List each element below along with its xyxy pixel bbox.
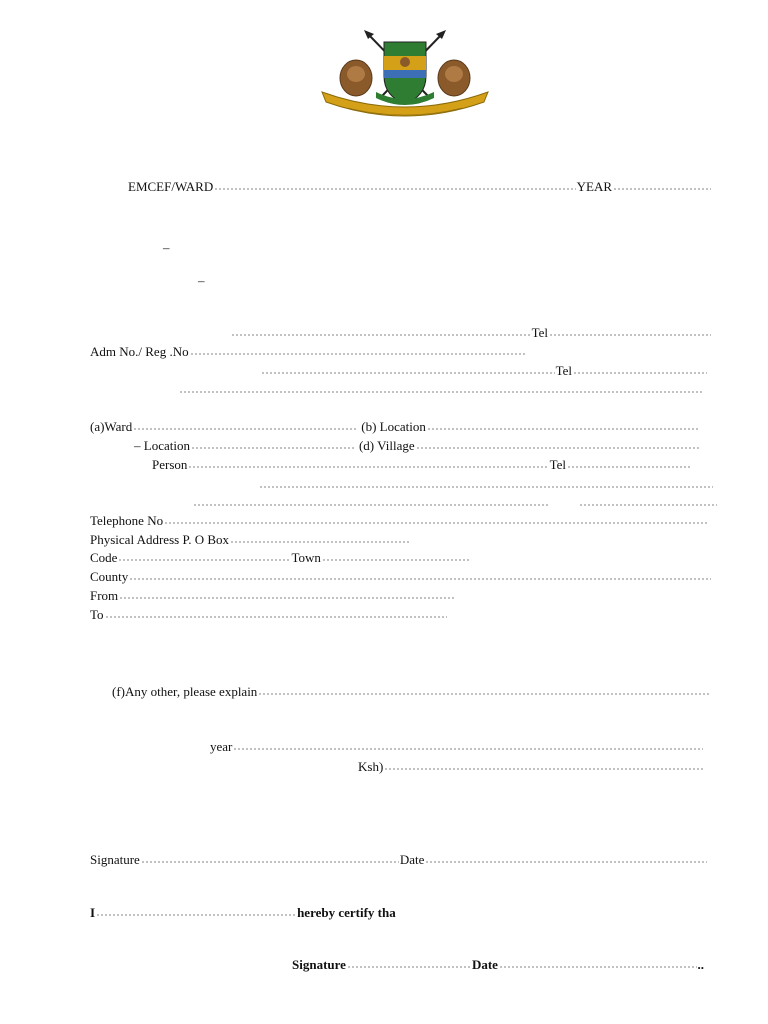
- county-crest-logo: [318, 26, 492, 118]
- blank-field-1[interactable]: [179, 390, 703, 394]
- adm-no-label: Adm No./ Reg .No: [90, 344, 189, 359]
- location-c-label: – Location: [134, 438, 190, 453]
- dash-mark-2: –: [198, 273, 205, 288]
- village-field[interactable]: [416, 446, 699, 450]
- telephone-field[interactable]: [164, 521, 707, 525]
- location-b-label: (b) Location: [361, 419, 426, 434]
- location-village-line: [134, 437, 700, 454]
- blank-line-2: [258, 476, 714, 493]
- adm-no-field[interactable]: [190, 352, 527, 356]
- tel-field-2[interactable]: [573, 371, 707, 375]
- tel-label-2: Tel: [555, 363, 572, 378]
- ksh-line: [358, 758, 704, 775]
- signature-label-2: Signature: [292, 957, 346, 972]
- blank-line-4: [578, 494, 718, 511]
- any-other-field[interactable]: [258, 692, 711, 696]
- code-town-line: [90, 549, 470, 566]
- person-field[interactable]: [188, 465, 548, 469]
- date-field[interactable]: [425, 860, 707, 864]
- signature-field-2[interactable]: [347, 965, 471, 969]
- emcef-ward-field[interactable]: [214, 187, 575, 191]
- year-line: [210, 738, 704, 755]
- telephone-label: Telephone No: [90, 513, 164, 528]
- signature-label: Signature: [90, 852, 140, 867]
- location-c-field[interactable]: [191, 446, 355, 450]
- physical-address-line: [90, 531, 412, 548]
- ward-label: (a)Ward: [90, 419, 133, 434]
- date-label: Date: [399, 852, 425, 867]
- from-label: From: [90, 588, 119, 603]
- county-label: County: [90, 569, 129, 584]
- ward-field[interactable]: [133, 427, 357, 431]
- any-other-label: (f)Any other, please explain: [112, 684, 258, 699]
- signature-date-line: [90, 851, 708, 868]
- any-other-line: [112, 683, 712, 700]
- to-line: [90, 606, 448, 623]
- year-label: YEAR: [576, 179, 612, 194]
- blank-line-3: [192, 494, 550, 511]
- town-label: Town: [291, 550, 321, 565]
- certify-prefix: I: [90, 905, 96, 920]
- emcef-ward-line: [128, 178, 712, 195]
- tel-label-3: Tel: [549, 457, 566, 472]
- year-field[interactable]: [613, 187, 711, 191]
- year-entry-field[interactable]: [233, 747, 703, 751]
- year-field-label: year: [210, 739, 233, 754]
- ksh-field[interactable]: [384, 767, 703, 771]
- ward-location-line: [90, 418, 700, 435]
- signature-field[interactable]: [141, 860, 399, 864]
- telephone-line: [90, 512, 708, 529]
- to-field[interactable]: [105, 615, 447, 619]
- ksh-label: Ksh): [358, 759, 384, 774]
- blank-field-4[interactable]: [579, 503, 717, 507]
- county-line: [90, 568, 712, 585]
- physical-address-label: Physical Address P. O Box: [90, 532, 230, 547]
- county-field[interactable]: [129, 577, 711, 581]
- name-field-1[interactable]: [231, 333, 531, 337]
- dash-mark-1: –: [163, 240, 170, 255]
- tel-line-1: [230, 324, 712, 341]
- tel-field-1[interactable]: [549, 333, 711, 337]
- code-label: Code: [90, 550, 118, 565]
- tel-field-3[interactable]: [567, 465, 691, 469]
- emcef-ward-label: EMCEF/WARD: [128, 179, 214, 194]
- village-label: (d) Village: [358, 438, 415, 453]
- town-field[interactable]: [322, 558, 469, 562]
- physical-address-field[interactable]: [230, 540, 411, 544]
- tel-line-2: [260, 362, 708, 379]
- certify-line: [90, 904, 400, 921]
- person-label: Person: [152, 457, 188, 472]
- blank-line-1: [178, 381, 704, 398]
- date-field-2[interactable]: [499, 965, 697, 969]
- name-field-2[interactable]: [261, 371, 555, 375]
- date-end-mark: ..: [697, 957, 704, 972]
- person-line: [152, 456, 692, 473]
- location-b-field[interactable]: [427, 427, 699, 431]
- code-field[interactable]: [118, 558, 290, 562]
- certify-text: hereby certify tha: [297, 905, 396, 920]
- from-field[interactable]: [119, 596, 455, 600]
- signature-date-line-2: [292, 956, 704, 973]
- from-line: [90, 587, 456, 604]
- tel-label-1: Tel: [531, 325, 548, 340]
- blank-field-2[interactable]: [259, 485, 713, 489]
- blank-field-3[interactable]: [193, 503, 549, 507]
- certify-name-field[interactable]: [96, 913, 296, 917]
- to-label: To: [90, 607, 104, 622]
- adm-no-line: [90, 343, 528, 360]
- date-label-2: Date: [471, 957, 498, 972]
